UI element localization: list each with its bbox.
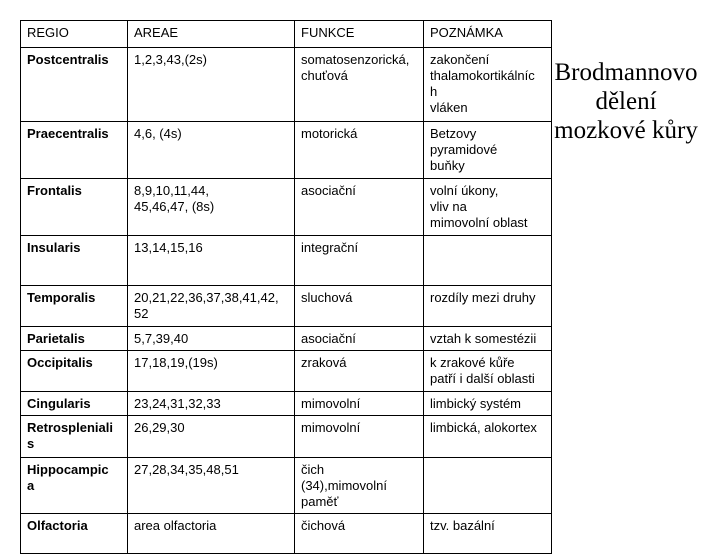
areae-cell: 13,14,15,16: [128, 236, 295, 286]
table-header-row: [21, 21, 552, 48]
function-cell: mimovolní: [295, 392, 424, 416]
note-cell: [424, 236, 552, 286]
areae-cell: 23,24,31,32,33: [128, 392, 295, 416]
areae-cell: 5,7,39,40: [128, 327, 295, 351]
region-cell: Retrospleniali s: [21, 416, 128, 458]
region-cell: Occipitalis: [21, 351, 128, 392]
function-cell: asociační: [295, 179, 424, 236]
areae-cell: 17,18,19,(19s): [128, 351, 295, 392]
areae-cell: 20,21,22,36,37,38,41,42, 52: [128, 286, 295, 327]
title-line-2: dělení: [595, 88, 657, 115]
note-cell: [424, 458, 552, 514]
table-row: [21, 286, 552, 327]
region-cell: Parietalis: [21, 327, 128, 351]
function-cell: motorická: [295, 122, 424, 179]
function-cell: sluchová: [295, 286, 424, 327]
header-funkce: FUNKCE: [295, 21, 424, 48]
function-cell: integrační: [295, 236, 424, 286]
note-cell: zakončení thalamokortikálníc h vláken: [424, 48, 552, 122]
areae-cell: 27,28,34,35,48,51: [128, 458, 295, 514]
note-cell: Betzovy pyramidové buňky: [424, 122, 552, 179]
note-cell: k zrakové kůře patří i další oblasti: [424, 351, 552, 392]
title-line-1: Brodmannovo: [554, 59, 698, 86]
note-cell: tzv. bazální: [424, 514, 552, 554]
function-cell: čich (34),mimovolní paměť: [295, 458, 424, 514]
region-cell: Cingularis: [21, 392, 128, 416]
table-row: [21, 179, 552, 236]
region-cell: Temporalis: [21, 286, 128, 327]
function-cell: mimovolní: [295, 416, 424, 458]
table-row: [21, 416, 552, 458]
header-poznamka: POZNÁMKA: [424, 21, 552, 48]
table-row: [21, 351, 552, 392]
function-cell: čichová: [295, 514, 424, 554]
table-row: [21, 327, 552, 351]
table-row: [21, 122, 552, 179]
areae-cell: 1,2,3,43,(2s): [128, 48, 295, 122]
header-regio: REGIO: [21, 21, 128, 48]
function-cell: zraková: [295, 351, 424, 392]
note-cell: volní úkony, vliv na mimovolní oblast: [424, 179, 552, 236]
table-row: [21, 392, 552, 416]
areae-cell: 26,29,30: [128, 416, 295, 458]
region-cell: Insularis: [21, 236, 128, 286]
header-areae: AREAE: [128, 21, 295, 48]
region-cell: Postcentralis: [21, 48, 128, 122]
table-row: [21, 514, 552, 554]
region-cell: Hippocampic a: [21, 458, 128, 514]
table-row: [21, 48, 552, 122]
region-cell: Frontalis: [21, 179, 128, 236]
table-row: [21, 458, 552, 514]
areae-cell: 4,6, (4s): [128, 122, 295, 179]
note-cell: limbická, alokortex: [424, 416, 552, 458]
note-cell: vztah k somestézii: [424, 327, 552, 351]
region-cell: Olfactoria: [21, 514, 128, 554]
areae-cell: 8,9,10,11,44, 45,46,47, (8s): [128, 179, 295, 236]
brodmann-areas-table: [20, 20, 552, 554]
region-cell: Praecentralis: [21, 122, 128, 179]
function-cell: somatosenzorická, chuťová: [295, 48, 424, 122]
table-row: [21, 236, 552, 286]
slide-title: [536, 58, 716, 145]
note-cell: rozdíly mezi druhy: [424, 286, 552, 327]
function-cell: asociační: [295, 327, 424, 351]
note-cell: limbický systém: [424, 392, 552, 416]
title-line-3: mozkové kůry: [554, 117, 698, 144]
areae-cell: area olfactoria: [128, 514, 295, 554]
